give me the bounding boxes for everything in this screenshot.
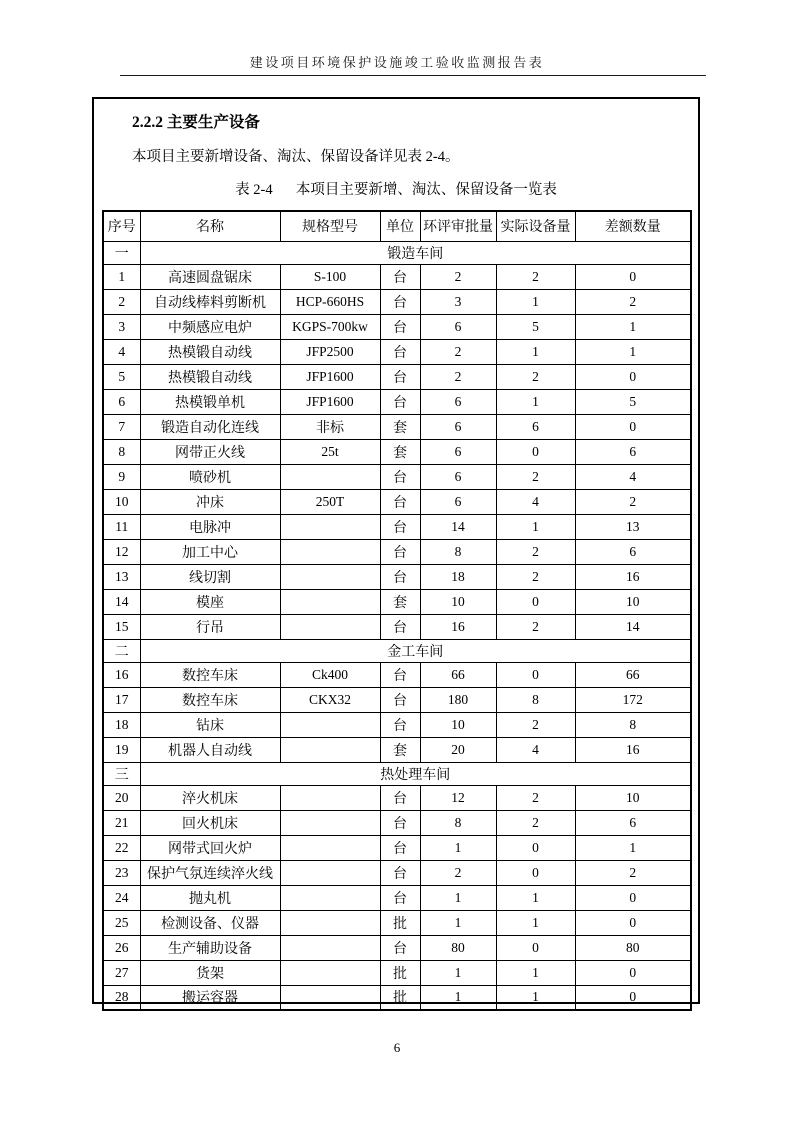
- cell-no: 1: [103, 264, 140, 289]
- cell-approved-qty: 18: [420, 564, 496, 589]
- cell-approved-qty: 6: [420, 389, 496, 414]
- page-number: 6: [393, 1040, 401, 1055]
- cell-no: 7: [103, 414, 140, 439]
- cell-diff-qty: 0: [575, 264, 691, 289]
- cell-actual-qty: 0: [496, 835, 575, 860]
- equipment-row: [103, 785, 691, 810]
- cell-no: 16: [103, 662, 140, 687]
- cell-spec: [280, 985, 380, 1010]
- cell-approved-qty: 2: [420, 264, 496, 289]
- cell-no: 26: [103, 935, 140, 960]
- cell-diff-qty: 0: [575, 960, 691, 985]
- cell-diff-qty: 10: [575, 785, 691, 810]
- cell-name: 热模锻自动线: [140, 339, 280, 364]
- cell-no: 14: [103, 589, 140, 614]
- cell-diff-qty: 66: [575, 662, 691, 687]
- cell-unit: 批: [380, 910, 420, 935]
- equipment-row: [103, 539, 691, 564]
- cell-actual-qty: 2: [496, 810, 575, 835]
- cell-diff-qty: 0: [575, 364, 691, 389]
- cell-spec: [280, 910, 380, 935]
- cell-approved-qty: 8: [420, 810, 496, 835]
- cell-diff-qty: 5: [575, 389, 691, 414]
- cell-no: 15: [103, 614, 140, 639]
- cell-diff-qty: 2: [575, 489, 691, 514]
- cell-no: 13: [103, 564, 140, 589]
- equipment-row: [103, 737, 691, 762]
- cell-actual-qty: 0: [496, 662, 575, 687]
- workshop-section-row: [103, 762, 691, 785]
- cell-no: 10: [103, 489, 140, 514]
- cell-actual-qty: 2: [496, 364, 575, 389]
- equipment-row: [103, 489, 691, 514]
- cell-approved-qty: 6: [420, 464, 496, 489]
- cell-approved-qty: 2: [420, 339, 496, 364]
- cell-approved-qty: 80: [420, 935, 496, 960]
- cell-name: 中频感应电炉: [140, 314, 280, 339]
- cell-spec: JFP2500: [280, 339, 380, 364]
- cell-diff-qty: 8: [575, 712, 691, 737]
- cell-name: 热模锻单机: [140, 389, 280, 414]
- equipment-row: [103, 314, 691, 339]
- cell-unit: 台: [380, 339, 420, 364]
- cell-name: 模座: [140, 589, 280, 614]
- equipment-row: [103, 289, 691, 314]
- cell-spec: [280, 712, 380, 737]
- cell-diff-qty: 1: [575, 339, 691, 364]
- cell-unit: 台: [380, 687, 420, 712]
- cell-unit: 台: [380, 810, 420, 835]
- cell-no: 27: [103, 960, 140, 985]
- cell-name: 数控车床: [140, 662, 280, 687]
- cell-approved-qty: 6: [420, 439, 496, 464]
- column-header-no: 序号: [103, 211, 140, 241]
- cell-unit: 套: [380, 589, 420, 614]
- cell-name: 线切割: [140, 564, 280, 589]
- cell-name: 热模锻自动线: [140, 364, 280, 389]
- cell-name: 生产辅助设备: [140, 935, 280, 960]
- cell-unit: 台: [380, 785, 420, 810]
- column-header-name: 名称: [140, 211, 280, 241]
- cell-unit: 台: [380, 835, 420, 860]
- cell-spec: 250T: [280, 489, 380, 514]
- equipment-row: [103, 364, 691, 389]
- cell-no: 25: [103, 910, 140, 935]
- cell-no: 5: [103, 364, 140, 389]
- cell-unit: 台: [380, 514, 420, 539]
- cell-name: 抛丸机: [140, 885, 280, 910]
- equipment-row: [103, 985, 691, 1010]
- cell-actual-qty: 2: [496, 564, 575, 589]
- cell-spec: [280, 935, 380, 960]
- cell-spec: [280, 835, 380, 860]
- cell-spec: [280, 960, 380, 985]
- cell-approved-qty: 66: [420, 662, 496, 687]
- cell-spec: [280, 810, 380, 835]
- cell-no: 18: [103, 712, 140, 737]
- cell-spec: CKX32: [280, 687, 380, 712]
- cell-unit: 台: [380, 564, 420, 589]
- cell-actual-qty: 1: [496, 389, 575, 414]
- cell-name: 冲床: [140, 489, 280, 514]
- cell-spec: JFP1600: [280, 364, 380, 389]
- cell-diff-qty: 6: [575, 810, 691, 835]
- cell-spec: S-100: [280, 264, 380, 289]
- cell-actual-qty: 1: [496, 910, 575, 935]
- cell-no: 2: [103, 289, 140, 314]
- cell-approved-qty: 1: [420, 960, 496, 985]
- cell-unit: 台: [380, 314, 420, 339]
- cell-spec: [280, 514, 380, 539]
- cell-diff-qty: 2: [575, 860, 691, 885]
- cell-approved-qty: 1: [420, 910, 496, 935]
- cell-diff-qty: 10: [575, 589, 691, 614]
- cell-name: 网带式回火炉: [140, 835, 280, 860]
- cell-unit: 套: [380, 414, 420, 439]
- cell-spec: JFP1600: [280, 389, 380, 414]
- cell-actual-qty: 1: [496, 289, 575, 314]
- cell-spec: 25t: [280, 439, 380, 464]
- cell-approved-qty: 3: [420, 289, 496, 314]
- cell-approved-qty: 10: [420, 712, 496, 737]
- cell-diff-qty: 16: [575, 737, 691, 762]
- workshop-section-row: [103, 241, 691, 264]
- cell-approved-qty: 2: [420, 364, 496, 389]
- cell-unit: 台: [380, 885, 420, 910]
- equipment-row: [103, 910, 691, 935]
- cell-unit: 台: [380, 489, 420, 514]
- cell-unit: 台: [380, 464, 420, 489]
- cell-diff-qty: 6: [575, 439, 691, 464]
- cell-spec: KGPS-700kw: [280, 314, 380, 339]
- equipment-row: [103, 935, 691, 960]
- cell-actual-qty: 2: [496, 539, 575, 564]
- cell-unit: 套: [380, 737, 420, 762]
- cell-spec: [280, 614, 380, 639]
- cell-spec: [280, 539, 380, 564]
- column-header-unit: 单位: [380, 211, 420, 241]
- cell-no: 3: [103, 314, 140, 339]
- equipment-row: [103, 389, 691, 414]
- cell-unit: 套: [380, 439, 420, 464]
- cell-diff-qty: 1: [575, 835, 691, 860]
- equipment-table: [102, 210, 692, 1011]
- cell-approved-qty: 16: [420, 614, 496, 639]
- cell-workshop-name: 金工车间: [140, 639, 691, 662]
- cell-no: 4: [103, 339, 140, 364]
- equipment-row: [103, 414, 691, 439]
- cell-actual-qty: 2: [496, 264, 575, 289]
- cell-no: 24: [103, 885, 140, 910]
- cell-actual-qty: 4: [496, 737, 575, 762]
- cell-unit: 批: [380, 960, 420, 985]
- cell-actual-qty: 4: [496, 489, 575, 514]
- equipment-row: [103, 662, 691, 687]
- cell-name: 网带正火线: [140, 439, 280, 464]
- cell-name: 机器人自动线: [140, 737, 280, 762]
- cell-actual-qty: 1: [496, 514, 575, 539]
- cell-actual-qty: 2: [496, 614, 575, 639]
- cell-unit: 台: [380, 935, 420, 960]
- cell-spec: [280, 885, 380, 910]
- cell-diff-qty: 6: [575, 539, 691, 564]
- cell-actual-qty: 2: [496, 712, 575, 737]
- cell-actual-qty: 2: [496, 785, 575, 810]
- cell-diff-qty: 1: [575, 314, 691, 339]
- cell-diff-qty: 0: [575, 885, 691, 910]
- cell-name: 高速圆盘锯床: [140, 264, 280, 289]
- cell-workshop-name: 热处理车间: [140, 762, 691, 785]
- cell-actual-qty: 2: [496, 464, 575, 489]
- cell-unit: 台: [380, 539, 420, 564]
- equipment-row: [103, 835, 691, 860]
- cell-name: 检测设备、仪器: [140, 910, 280, 935]
- cell-diff-qty: 4: [575, 464, 691, 489]
- equipment-row: [103, 614, 691, 639]
- cell-actual-qty: 0: [496, 860, 575, 885]
- equipment-row: [103, 589, 691, 614]
- cell-no: 8: [103, 439, 140, 464]
- table-caption-text: 本项目主要新增、淘汰、保留设备一览表: [295, 182, 557, 198]
- cell-no: 22: [103, 835, 140, 860]
- section-heading: 2.2.2 主要生产设备: [132, 114, 260, 131]
- cell-approved-qty: 6: [420, 414, 496, 439]
- cell-spec: [280, 564, 380, 589]
- cell-section-no: 三: [103, 762, 140, 785]
- cell-actual-qty: 1: [496, 339, 575, 364]
- cell-approved-qty: 20: [420, 737, 496, 762]
- cell-approved-qty: 180: [420, 687, 496, 712]
- cell-unit: 台: [380, 614, 420, 639]
- cell-no: 20: [103, 785, 140, 810]
- cell-unit: 台: [380, 662, 420, 687]
- running-header-title: 建设项目环境保护设施竣工验收监测报告表: [249, 55, 545, 70]
- equipment-row: [103, 712, 691, 737]
- cell-name: 保护气氛连续淬火线: [140, 860, 280, 885]
- content-border-box: [92, 97, 700, 1007]
- cell-actual-qty: 0: [496, 439, 575, 464]
- cell-name: 加工中心: [140, 539, 280, 564]
- cell-no: 6: [103, 389, 140, 414]
- cell-section-no: 一: [103, 241, 140, 264]
- cell-name: 喷砂机: [140, 464, 280, 489]
- cell-name: 行吊: [140, 614, 280, 639]
- cell-diff-qty: 14: [575, 614, 691, 639]
- column-header-approved: 环评审批量: [420, 211, 496, 241]
- cell-unit: 台: [380, 712, 420, 737]
- cell-no: 19: [103, 737, 140, 762]
- cell-section-no: 二: [103, 639, 140, 662]
- cell-diff-qty: 0: [575, 414, 691, 439]
- cell-no: 23: [103, 860, 140, 885]
- equipment-table-header: [103, 211, 691, 241]
- cell-actual-qty: 1: [496, 960, 575, 985]
- cell-unit: 批: [380, 985, 420, 1010]
- cell-unit: 台: [380, 389, 420, 414]
- cell-no: 28: [103, 985, 140, 1010]
- cell-name: 货架: [140, 960, 280, 985]
- cell-spec: [280, 737, 380, 762]
- column-header-spec: 规格型号: [280, 211, 380, 241]
- cell-no: 12: [103, 539, 140, 564]
- equipment-row: [103, 564, 691, 589]
- cell-approved-qty: 1: [420, 985, 496, 1010]
- cell-name: 搬运容器: [140, 985, 280, 1010]
- cell-unit: 台: [380, 289, 420, 314]
- equipment-row: [103, 514, 691, 539]
- header-row: [103, 211, 691, 241]
- cell-diff-qty: 2: [575, 289, 691, 314]
- cell-unit: 台: [380, 364, 420, 389]
- cell-name: 锻造自动化连线: [140, 414, 280, 439]
- cell-unit: 台: [380, 860, 420, 885]
- cell-approved-qty: 14: [420, 514, 496, 539]
- equipment-row: [103, 339, 691, 364]
- cell-name: 淬火机床: [140, 785, 280, 810]
- table-caption: [94, 178, 698, 199]
- cell-approved-qty: 10: [420, 589, 496, 614]
- cell-spec: Ck400: [280, 662, 380, 687]
- cell-actual-qty: 0: [496, 935, 575, 960]
- cell-diff-qty: 0: [575, 985, 691, 1010]
- cell-spec: [280, 464, 380, 489]
- cell-name: 电脉冲: [140, 514, 280, 539]
- cell-approved-qty: 1: [420, 885, 496, 910]
- cell-approved-qty: 8: [420, 539, 496, 564]
- cell-actual-qty: 0: [496, 589, 575, 614]
- cell-spec: HCP-660HS: [280, 289, 380, 314]
- cell-no: 11: [103, 514, 140, 539]
- cell-actual-qty: 5: [496, 314, 575, 339]
- header-rule: [120, 75, 706, 76]
- cell-spec: 非标: [280, 414, 380, 439]
- cell-workshop-name: 锻造车间: [140, 241, 691, 264]
- equipment-row: [103, 687, 691, 712]
- cell-spec: [280, 589, 380, 614]
- cell-actual-qty: 1: [496, 885, 575, 910]
- cell-name: 数控车床: [140, 687, 280, 712]
- cell-no: 17: [103, 687, 140, 712]
- cell-diff-qty: 13: [575, 514, 691, 539]
- equipment-row: [103, 885, 691, 910]
- cell-diff-qty: 172: [575, 687, 691, 712]
- cell-name: 钻床: [140, 712, 280, 737]
- cell-diff-qty: 80: [575, 935, 691, 960]
- cell-approved-qty: 12: [420, 785, 496, 810]
- cell-approved-qty: 2: [420, 860, 496, 885]
- column-header-diff: 差额数量: [575, 211, 691, 241]
- cell-approved-qty: 6: [420, 314, 496, 339]
- cell-no: 9: [103, 464, 140, 489]
- cell-actual-qty: 8: [496, 687, 575, 712]
- cell-name: 回火机床: [140, 810, 280, 835]
- cell-unit: 台: [380, 264, 420, 289]
- workshop-section-row: [103, 639, 691, 662]
- equipment-row: [103, 960, 691, 985]
- equipment-table-body: [103, 241, 691, 1010]
- cell-diff-qty: 16: [575, 564, 691, 589]
- intro-paragraph: 本项目主要新增设备、淘汰、保留设备详见表 2-4。: [132, 149, 460, 165]
- cell-approved-qty: 6: [420, 489, 496, 514]
- equipment-row: [103, 860, 691, 885]
- equipment-row: [103, 439, 691, 464]
- cell-spec: [280, 785, 380, 810]
- equipment-row: [103, 464, 691, 489]
- cell-spec: [280, 860, 380, 885]
- cell-actual-qty: 1: [496, 985, 575, 1010]
- cell-diff-qty: 0: [575, 910, 691, 935]
- cell-approved-qty: 1: [420, 835, 496, 860]
- cell-actual-qty: 6: [496, 414, 575, 439]
- cell-name: 自动线棒料剪断机: [140, 289, 280, 314]
- equipment-row: [103, 264, 691, 289]
- table-caption-label: 表 2-4: [235, 182, 273, 198]
- column-header-actual: 实际设备量: [496, 211, 575, 241]
- equipment-row: [103, 810, 691, 835]
- cell-no: 21: [103, 810, 140, 835]
